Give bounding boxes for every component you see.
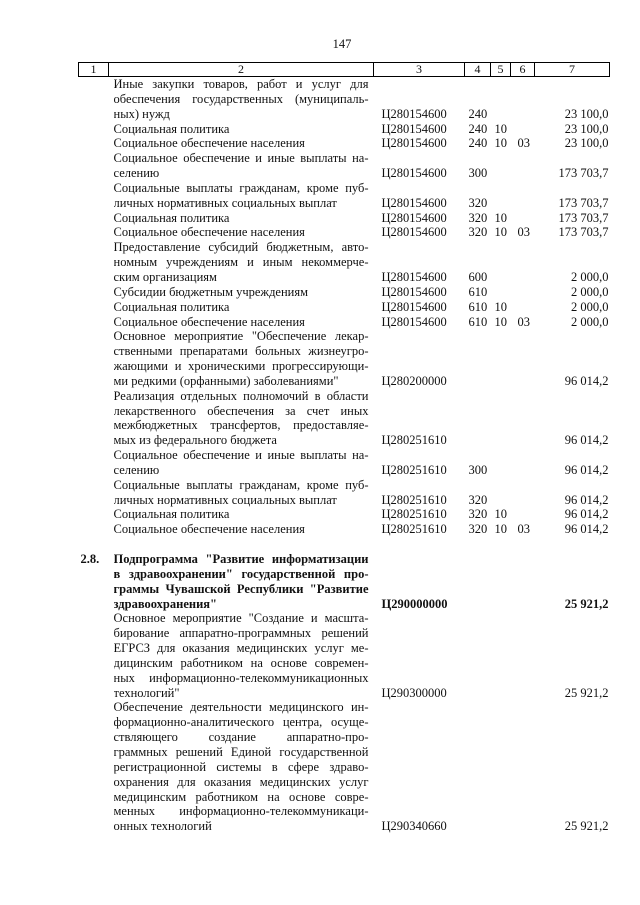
target-item-code: Ц280154600 xyxy=(381,284,447,299)
row-name-line: селению xyxy=(113,166,160,181)
row-name-line: мых из федерального бюджета xyxy=(113,433,277,448)
row-number xyxy=(79,389,109,448)
amount: 173 703,7 xyxy=(558,225,609,240)
row-name-line: технологий" xyxy=(113,685,180,700)
table-row xyxy=(79,136,610,151)
amount: 2 000,0 xyxy=(571,269,609,284)
row-number xyxy=(79,240,109,285)
subsection xyxy=(511,389,535,448)
expense-group: 600 xyxy=(468,269,488,284)
subsection xyxy=(511,240,535,285)
expense-group xyxy=(465,537,491,611)
row-name-line: охранения для оказания медицинских услуг xyxy=(113,774,369,789)
expense-group: 300 xyxy=(468,462,488,477)
row-name-line: менных информационно-телекоммуникаци- xyxy=(113,804,369,819)
subsection xyxy=(511,448,535,478)
target-item-code: Ц280251610 xyxy=(381,507,447,522)
row-name-line: ствляющего создание аппаратно-про- xyxy=(113,730,369,745)
row-number xyxy=(79,611,109,700)
row-name-line: Социальное обеспечение населения xyxy=(113,314,305,329)
expense-group xyxy=(465,329,491,388)
row-name-line: ных) нужд xyxy=(113,106,170,121)
row-number xyxy=(79,448,109,478)
table-row xyxy=(79,225,610,240)
row-name-line: Социальные выплаты гражданам, кроме пуб- xyxy=(113,477,369,492)
row-name-line: ных информационно-телекоммуникационных xyxy=(113,670,369,685)
table-row xyxy=(79,211,610,226)
target-item-code: Ц280154600 xyxy=(381,225,447,240)
row-name-line: Социальное обеспечение и иные выплаты на- xyxy=(113,448,369,463)
table-row xyxy=(79,122,610,137)
row-name xyxy=(109,300,374,315)
header-cell-amount: 7 xyxy=(535,63,610,77)
row-number xyxy=(79,122,109,137)
section xyxy=(491,611,511,700)
table-row xyxy=(79,77,610,122)
table-row xyxy=(79,448,610,478)
row-name-line: ЕГРСЗ для оказания медицинских услуг ме- xyxy=(113,641,369,656)
subsection xyxy=(511,507,535,522)
row-name xyxy=(109,478,374,508)
section xyxy=(491,285,511,300)
table-row xyxy=(79,522,610,537)
amount: 173 703,7 xyxy=(558,195,609,210)
row-name-line: граммных решений Единой государственной xyxy=(113,744,369,759)
row-name-line: граммы Чувашской Республики "Развитие xyxy=(113,581,369,596)
row-name xyxy=(109,611,374,700)
section xyxy=(491,478,511,508)
row-name xyxy=(109,389,374,448)
row-name-line: Социальная политика xyxy=(113,299,230,314)
row-name-line: Реализация отдельных полномочий в области xyxy=(113,388,369,403)
subsection xyxy=(511,77,535,122)
budget-table xyxy=(78,62,610,834)
expense-group: 320 xyxy=(468,195,488,210)
expense-group: 320 xyxy=(468,507,488,522)
subsection xyxy=(511,211,535,226)
expense-group: 610 xyxy=(468,284,488,299)
subsection xyxy=(511,122,535,137)
row-name-line: формационно-аналитического центра, осуще- xyxy=(113,715,369,730)
amount: 96 014,2 xyxy=(564,373,609,388)
row-name-line: Иные закупки товаров, работ и услуг для xyxy=(113,77,369,91)
amount: 96 014,2 xyxy=(564,462,609,477)
expense-group xyxy=(465,700,491,834)
subsection xyxy=(511,478,535,508)
page-number: 147 xyxy=(332,37,352,51)
table-body xyxy=(79,77,610,835)
amount: 23 100,0 xyxy=(564,106,609,121)
row-number xyxy=(79,315,109,330)
row-name-line: Социальная политика xyxy=(113,210,230,225)
target-item-code: Ц280200000 xyxy=(381,373,447,388)
row-name-line: Социальное обеспечение населения xyxy=(113,225,305,240)
target-item-code: Ц280251610 xyxy=(381,462,447,477)
row-name-line: селению xyxy=(113,462,160,477)
subsection: 03 xyxy=(517,522,530,537)
row-name xyxy=(109,136,374,151)
row-name-line: Подпрограмма "Развитие информатизации xyxy=(113,552,369,566)
row-number: 2.8. xyxy=(80,552,100,566)
section xyxy=(491,151,511,181)
row-name-line: Социальное обеспечение населения xyxy=(113,522,305,537)
table-row xyxy=(79,285,610,300)
row-name xyxy=(109,225,374,240)
target-item-code: Ц280154600 xyxy=(381,166,447,181)
table-row xyxy=(79,507,610,522)
target-item-code: Ц290300000 xyxy=(381,685,447,700)
expense-group: 320 xyxy=(468,210,488,225)
section xyxy=(491,389,511,448)
row-name-line: Социальная политика xyxy=(113,121,230,136)
target-item-code: Ц280154600 xyxy=(381,195,447,210)
row-number xyxy=(79,285,109,300)
row-name-line: Основное мероприятие "Обеспечение лекар- xyxy=(113,329,369,344)
section: 10 xyxy=(494,210,507,225)
target-item-code: Ц280154600 xyxy=(381,121,447,136)
section xyxy=(491,329,511,388)
expense-group: 320 xyxy=(468,225,488,240)
expense-group xyxy=(465,611,491,700)
amount: 2 000,0 xyxy=(571,299,609,314)
row-number xyxy=(79,77,109,122)
row-number xyxy=(79,181,109,211)
row-name xyxy=(109,151,374,181)
amount: 23 100,0 xyxy=(564,121,609,136)
row-name xyxy=(109,122,374,137)
table-row xyxy=(79,300,610,315)
amount: 96 014,2 xyxy=(564,433,609,448)
row-name-line: Социальная политика xyxy=(113,507,230,522)
row-number xyxy=(79,151,109,181)
table-header-row xyxy=(79,63,610,77)
expense-group: 240 xyxy=(468,106,488,121)
expense-group xyxy=(465,389,491,448)
row-name-line: онных технологий xyxy=(113,819,212,834)
section xyxy=(491,537,511,611)
subsection xyxy=(511,151,535,181)
header-cell-subsection: 6 xyxy=(511,63,535,77)
amount: 96 014,2 xyxy=(564,492,609,507)
section xyxy=(491,181,511,211)
section xyxy=(491,77,511,122)
row-number xyxy=(79,507,109,522)
row-name-line: Субсидии бюджетным учреждениям xyxy=(113,284,309,299)
row-name xyxy=(109,448,374,478)
expense-group: 610 xyxy=(468,299,488,314)
table-row xyxy=(79,181,610,211)
row-name-line: жающими и хроническими прогрессирующи- xyxy=(113,359,369,374)
table-row xyxy=(79,389,610,448)
row-name-line: бирование аппаратно-программных решений xyxy=(113,626,369,641)
row-number xyxy=(79,478,109,508)
row-name-line: Социальные выплаты гражданам, кроме пуб- xyxy=(113,180,369,195)
table-row xyxy=(79,151,610,181)
subsection xyxy=(511,285,535,300)
row-name-line: номным учреждениям и иным некоммерче- xyxy=(113,255,369,270)
section: 10 xyxy=(494,507,507,522)
row-name-line: Обеспечение деятельности медицинского ин- xyxy=(113,700,369,715)
row-name xyxy=(109,211,374,226)
subsection: 03 xyxy=(517,225,530,240)
header-cell-name: 2 xyxy=(109,63,374,77)
table-row xyxy=(79,315,610,330)
target-item-code: Ц280154600 xyxy=(381,299,447,314)
target-item-code: Ц280251610 xyxy=(381,433,447,448)
expense-group: 610 xyxy=(468,314,488,329)
target-item-code: Ц290000000 xyxy=(381,596,448,611)
section xyxy=(491,700,511,834)
section xyxy=(491,448,511,478)
section: 10 xyxy=(494,299,507,314)
subsection xyxy=(511,700,535,834)
table-row xyxy=(79,329,610,388)
table-row xyxy=(79,700,610,834)
expense-group: 300 xyxy=(468,166,488,181)
target-item-code: Ц280154600 xyxy=(381,314,447,329)
amount: 173 703,7 xyxy=(558,210,609,225)
amount: 96 014,2 xyxy=(564,507,609,522)
row-name-line: ми редкими (орфанными) заболеваниями" xyxy=(113,373,339,388)
table-row xyxy=(79,611,610,700)
amount: 25 921,2 xyxy=(564,596,609,611)
row-name-line: ственными препаратами больных жизнеугро- xyxy=(113,344,369,359)
table-header xyxy=(79,63,610,77)
row-name-line: межбюджетных трансфертов, предоставляе- xyxy=(113,418,369,433)
header-cell-expense-group: 4 xyxy=(465,63,491,77)
row-name-line: медицинским работником на основе совре- xyxy=(113,789,369,804)
row-name-line: регистрационной системы в сфере здраво- xyxy=(113,759,369,774)
target-item-code: Ц290340660 xyxy=(381,819,447,834)
subsection xyxy=(511,181,535,211)
row-name-line: Предоставление субсидий бюджетным, авто- xyxy=(113,240,369,255)
expense-group: 240 xyxy=(468,121,488,136)
row-name xyxy=(109,522,374,537)
target-item-code: Ц280154600 xyxy=(381,269,447,284)
row-number xyxy=(79,300,109,315)
expense-group: 240 xyxy=(468,136,488,151)
row-number xyxy=(79,700,109,834)
target-item-code: Ц280251610 xyxy=(381,492,447,507)
row-number xyxy=(79,329,109,388)
expense-group: 320 xyxy=(468,492,488,507)
row-name-line: Социальное обеспечение населения xyxy=(113,136,305,151)
row-name-line: в здравоохранении" государственной про- xyxy=(113,566,369,581)
target-item-code: Ц280154600 xyxy=(381,106,447,121)
section: 10 xyxy=(494,314,507,329)
row-name-line: обеспечения государственных (муниципаль- xyxy=(113,91,369,106)
amount: 2 000,0 xyxy=(571,314,609,329)
amount: 25 921,2 xyxy=(564,685,609,700)
subsection xyxy=(511,537,535,611)
subsection: 03 xyxy=(517,136,530,151)
table-row xyxy=(79,240,610,285)
row-name-line: лекарственного обеспечения за счет иных xyxy=(113,403,369,418)
amount: 25 921,2 xyxy=(564,819,609,834)
subsection xyxy=(511,329,535,388)
table-row xyxy=(79,478,610,508)
row-name-line: личных нормативных социальных выплат xyxy=(113,492,337,507)
section xyxy=(491,240,511,285)
target-item-code: Ц280251610 xyxy=(381,522,447,537)
section: 10 xyxy=(494,225,507,240)
row-name xyxy=(109,315,374,330)
subsection xyxy=(511,611,535,700)
amount: 173 703,7 xyxy=(558,166,609,181)
row-name-line: дицинским работником на основе современ- xyxy=(113,655,369,670)
subsection xyxy=(511,300,535,315)
row-name xyxy=(109,285,374,300)
row-number xyxy=(79,225,109,240)
row-name-line: ским организациям xyxy=(113,269,217,284)
header-cell-section: 5 xyxy=(491,63,511,77)
amount: 23 100,0 xyxy=(564,136,609,151)
section: 10 xyxy=(494,121,507,136)
row-name-line: здравоохранения" xyxy=(113,596,217,611)
row-name-line: личных нормативных социальных выплат xyxy=(113,195,337,210)
subsection: 03 xyxy=(517,314,530,329)
header-cell-number: 1 xyxy=(79,63,109,77)
row-name xyxy=(109,240,374,285)
row-number xyxy=(79,136,109,151)
section: 10 xyxy=(494,136,507,151)
row-name-line: Социальное обеспечение и иные выплаты на- xyxy=(113,151,369,166)
section: 10 xyxy=(494,522,507,537)
header-cell-target-item: 3 xyxy=(374,63,465,77)
row-name xyxy=(109,77,374,122)
row-name xyxy=(109,181,374,211)
expense-group: 320 xyxy=(468,522,488,537)
target-item-code: Ц280154600 xyxy=(381,210,447,225)
row-name xyxy=(109,329,374,388)
row-number xyxy=(79,522,109,537)
table-row xyxy=(79,537,610,611)
row-name-line: Основное мероприятие "Создание и масшта- xyxy=(113,611,369,626)
amount: 2 000,0 xyxy=(571,284,609,299)
row-name xyxy=(109,700,374,834)
row-number xyxy=(79,211,109,226)
row-name xyxy=(109,507,374,522)
row-name xyxy=(109,537,374,611)
target-item-code: Ц280154600 xyxy=(381,136,447,151)
amount: 96 014,2 xyxy=(564,522,609,537)
